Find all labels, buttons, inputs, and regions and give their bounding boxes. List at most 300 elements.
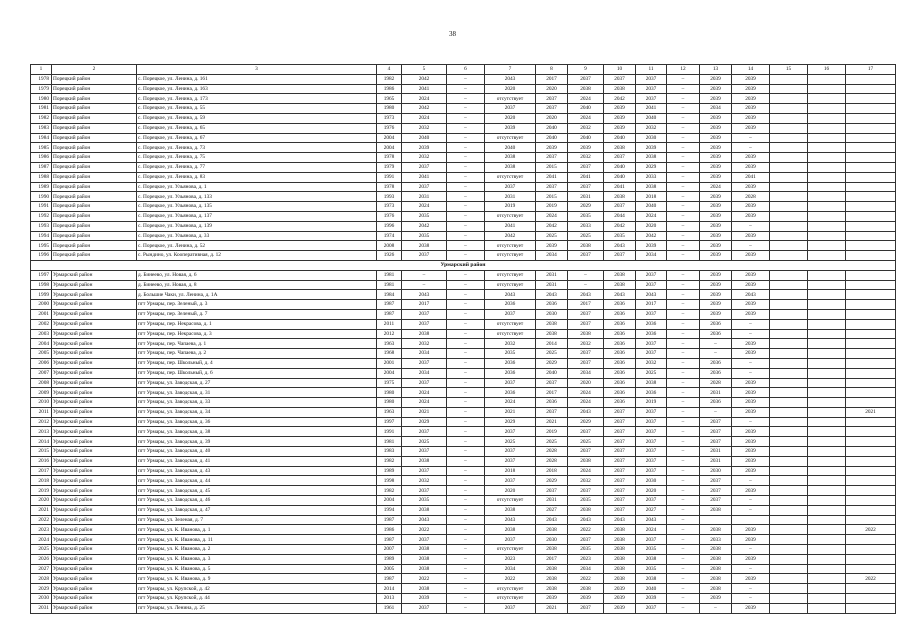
table-cell: 1987	[377, 300, 402, 310]
table-cell: –	[667, 368, 700, 378]
table-cell: 2039	[732, 104, 770, 114]
table-cell: 2020	[536, 84, 568, 94]
table-cell: 2036	[700, 368, 732, 378]
table-cell: 2038	[536, 564, 568, 574]
table-cell: –	[700, 407, 732, 417]
table-cell: пгт Урмары, ул. Заводская, д. 47	[137, 505, 377, 515]
section-title: Урмарский район	[31, 260, 896, 270]
table-cell: 2041	[402, 172, 447, 182]
table-cell: 2039	[732, 202, 770, 212]
table-cell	[770, 339, 808, 349]
table-cell	[808, 378, 846, 388]
table-cell: пгт Урмары, ул. К. Иванова, д. 1	[137, 525, 377, 535]
table-cell: отсутствует	[485, 241, 536, 251]
table-cell: –	[447, 231, 485, 241]
table-row	[31, 300, 896, 310]
table-cell: 2040	[536, 368, 568, 378]
table-cell: пгт Урмары, ул. Заводская, д. 43	[137, 466, 377, 476]
table-cell: 2028	[536, 447, 568, 457]
table-cell: 2038	[402, 584, 447, 594]
table-cell: пгт Урмары, ул. Крупской, д. 44	[137, 594, 377, 604]
table-cell: 2035	[604, 231, 636, 241]
table-cell: 2021	[846, 407, 896, 417]
table-cell: пгт Урмары, ул. Зеленая, д. 7	[137, 515, 377, 525]
table-cell: 1996	[31, 251, 52, 261]
table-row	[31, 221, 896, 231]
table-cell: с. Порецкое, ул. Ленина, д. 83	[137, 172, 377, 182]
table-cell: 2038	[485, 162, 536, 172]
table-cell: 2043	[485, 290, 536, 300]
table-cell: 2039	[604, 584, 636, 594]
table-cell	[846, 290, 896, 300]
table-cell: Урмарский район	[52, 368, 137, 378]
table-cell: 2039	[568, 143, 604, 153]
table-row	[31, 74, 896, 84]
table-cell: с. Рындино, ул. Кооперативная, д. 12	[137, 251, 377, 261]
table-cell	[846, 104, 896, 114]
table-cell: 2036	[636, 329, 667, 339]
table-cell: –	[732, 358, 770, 368]
table-cell	[808, 574, 846, 584]
table-cell: –	[700, 349, 732, 359]
table-cell: 2037	[636, 84, 667, 94]
table-cell: 2036	[485, 368, 536, 378]
table-cell: 2031	[485, 192, 536, 202]
table-cell: –	[732, 368, 770, 378]
table-cell	[808, 172, 846, 182]
table-cell: 2042	[402, 104, 447, 114]
table-cell: 2037	[636, 349, 667, 359]
table-cell: 1981	[377, 280, 402, 290]
table-cell: 1995	[31, 241, 52, 251]
table-row	[31, 525, 896, 535]
table-cell: –	[447, 594, 485, 604]
column-number-10: 10	[604, 65, 636, 75]
table-cell: 2043	[604, 515, 636, 525]
table-row	[31, 535, 896, 545]
table-cell: 2035	[402, 211, 447, 221]
table-cell: –	[447, 476, 485, 486]
table-row	[31, 143, 896, 153]
table-cell: –	[667, 319, 700, 329]
table-cell: 2037	[568, 251, 604, 261]
table-cell	[846, 192, 896, 202]
table-cell: 2038	[700, 505, 732, 515]
table-cell: –	[667, 358, 700, 368]
table-cell: 2021	[402, 407, 447, 417]
table-cell: –	[667, 251, 700, 261]
table-cell: 2037	[536, 153, 568, 163]
table-cell: 2037	[402, 358, 447, 368]
table-cell: 2038	[568, 84, 604, 94]
table-cell	[846, 378, 896, 388]
table-cell: 2011	[31, 407, 52, 417]
table-cell: Урмарский район	[52, 290, 137, 300]
table-cell: –	[667, 349, 700, 359]
table-cell	[770, 603, 808, 613]
table-cell: 2038	[536, 525, 568, 535]
table-cell: 2037	[636, 603, 667, 613]
table-cell: 1979	[31, 84, 52, 94]
table-cell: 2039	[732, 270, 770, 280]
table-row	[31, 153, 896, 163]
table-cell: отсутствует	[485, 545, 536, 555]
table-cell: –	[447, 113, 485, 123]
table-cell: 2028	[536, 456, 568, 466]
table-cell: 1983	[31, 123, 52, 133]
table-cell	[846, 94, 896, 104]
table-cell: Порецкий район	[52, 143, 137, 153]
table-cell: Порецкий район	[52, 231, 137, 241]
table-row	[31, 280, 896, 290]
table-cell: с. Порецкое, ул. Ульянова, д. 137	[137, 211, 377, 221]
table-cell	[770, 525, 808, 535]
table-cell: 2037	[568, 427, 604, 437]
table-cell: Урмарский район	[52, 309, 137, 319]
table-cell: 2025	[402, 437, 447, 447]
table-cell: 2039	[732, 603, 770, 613]
table-cell: –	[447, 270, 485, 280]
table-cell	[770, 182, 808, 192]
table-cell	[846, 358, 896, 368]
table-cell: 2029	[31, 584, 52, 594]
table-cell: 2024	[536, 211, 568, 221]
table-cell: 2043	[536, 515, 568, 525]
table-cell: –	[732, 241, 770, 251]
table-cell: 2025	[536, 231, 568, 241]
table-row	[31, 447, 896, 457]
table-cell	[770, 143, 808, 153]
table-cell: 2040	[536, 133, 568, 143]
table-cell: 1981	[377, 437, 402, 447]
table-cell: –	[447, 554, 485, 564]
table-cell	[770, 466, 808, 476]
table-cell	[846, 584, 896, 594]
table-cell: 2039	[732, 74, 770, 84]
table-cell: –	[447, 486, 485, 496]
table-cell: с. Порецкое, ул. Ленина, д. 65	[137, 123, 377, 133]
table-cell: 2039	[700, 241, 732, 251]
table-cell: пгт Урмары, ул. Заводская, д. 40	[137, 447, 377, 457]
table-cell: 2037	[536, 104, 568, 114]
table-cell: 2041	[536, 172, 568, 182]
column-number-6: 6	[447, 65, 485, 75]
table-cell	[808, 74, 846, 84]
table-cell: –	[667, 270, 700, 280]
table-cell: 2004	[377, 133, 402, 143]
table-cell: –	[568, 270, 604, 280]
table-cell: –	[667, 221, 700, 231]
table-cell: 2040	[536, 123, 568, 133]
table-cell: 2014	[31, 437, 52, 447]
table-cell: 2024	[568, 466, 604, 476]
table-cell: 2019	[536, 202, 568, 212]
table-cell	[770, 358, 808, 368]
table-cell: Урмарский район	[52, 437, 137, 447]
table-cell: 2008	[31, 378, 52, 388]
table-cell: 2039	[700, 133, 732, 143]
table-cell	[808, 182, 846, 192]
table-cell: –	[447, 94, 485, 104]
table-cell: 1973	[377, 113, 402, 123]
table-cell	[770, 476, 808, 486]
table-cell: 2039	[700, 153, 732, 163]
table-cell: 2038	[604, 84, 636, 94]
table-cell: –	[667, 584, 700, 594]
table-cell: пгт Урмары, пер. Некрасова, д. 3	[137, 329, 377, 339]
table-cell: Порецкий район	[52, 241, 137, 251]
table-cell: 1991	[377, 427, 402, 437]
table-cell: 2008	[377, 241, 402, 251]
table-cell: 2036	[604, 368, 636, 378]
table-cell: 1994	[31, 231, 52, 241]
table-cell: 2018	[485, 466, 536, 476]
table-cell	[846, 515, 896, 525]
table-cell	[808, 554, 846, 564]
table-cell	[770, 378, 808, 388]
table-cell	[808, 496, 846, 506]
table-cell: пгт Урмары, ул. Заводская, д. 46	[137, 496, 377, 506]
table-cell: 2022	[31, 515, 52, 525]
table-cell: –	[667, 241, 700, 251]
table-cell	[846, 447, 896, 457]
table-cell: 1963	[377, 339, 402, 349]
table-row	[31, 368, 896, 378]
table-cell: Урмарский район	[52, 456, 137, 466]
table-cell: 2039	[732, 388, 770, 398]
table-cell: 2038	[536, 329, 568, 339]
table-cell	[770, 162, 808, 172]
table-cell: 2039	[732, 574, 770, 584]
table-cell: 2017	[536, 554, 568, 564]
table-cell: 2024	[402, 113, 447, 123]
column-number-row	[31, 65, 896, 75]
column-number-11: 11	[636, 65, 667, 75]
table-cell: 2039	[700, 202, 732, 212]
table-cell: д. Бинеево, ул. Новая, д. 6	[137, 270, 377, 280]
table-cell: 2039	[732, 378, 770, 388]
table-cell	[770, 251, 808, 261]
table-cell: –	[732, 319, 770, 329]
table-cell	[808, 104, 846, 114]
table-cell	[808, 535, 846, 545]
table-cell: с. Порецкое, ул. Ульянова, д. 133	[137, 192, 377, 202]
table-cell: 1991	[377, 172, 402, 182]
table-cell: 2015	[536, 162, 568, 172]
table-cell: 2037	[485, 104, 536, 114]
table-cell: 2037	[700, 427, 732, 437]
table-cell: 2043	[402, 290, 447, 300]
table-row	[31, 94, 896, 104]
table-cell: 2032	[568, 153, 604, 163]
table-cell: Урмарский район	[52, 535, 137, 545]
table-cell: отсутствует	[485, 94, 536, 104]
table-cell	[846, 564, 896, 574]
table-cell	[770, 486, 808, 496]
table-cell: 2038	[636, 153, 667, 163]
table-cell: 2043	[485, 74, 536, 84]
page-number: 38	[449, 30, 456, 38]
table-cell: 2038	[604, 535, 636, 545]
table-cell: 2034	[402, 368, 447, 378]
table-cell: 2038	[636, 554, 667, 564]
table-row	[31, 329, 896, 339]
table-cell: 2039	[732, 398, 770, 408]
table-cell: 2042	[604, 94, 636, 104]
table-cell	[770, 407, 808, 417]
table-cell	[808, 407, 846, 417]
table-cell: отсутствует	[485, 496, 536, 506]
table-cell: 2013	[31, 427, 52, 437]
table-cell: 2039	[732, 466, 770, 476]
table-row	[31, 231, 896, 241]
table-cell: 2036	[604, 300, 636, 310]
table-cell: –	[447, 564, 485, 574]
table-cell: с. Порецкое, ул. Ленина, д. 59	[137, 113, 377, 123]
table-cell	[808, 417, 846, 427]
table-cell: отсутствует	[485, 594, 536, 604]
table-cell: 2031	[700, 456, 732, 466]
table-cell: 2037	[402, 535, 447, 545]
table-cell: 2039	[732, 231, 770, 241]
table-cell: 2038	[700, 574, 732, 584]
table-cell: 1986	[31, 153, 52, 163]
table-cell: Порецкий район	[52, 123, 137, 133]
table-cell: 2028	[31, 574, 52, 584]
table-cell: 2022	[402, 574, 447, 584]
table-cell: 1991	[31, 202, 52, 212]
table-cell	[770, 113, 808, 123]
table-cell: 2042	[402, 74, 447, 84]
table-cell: –	[447, 368, 485, 378]
table-row	[31, 554, 896, 564]
table-cell: 2012	[31, 417, 52, 427]
table-cell: 2039	[700, 211, 732, 221]
table-cell: 2006	[31, 358, 52, 368]
column-number-14: 14	[732, 65, 770, 75]
table-cell: 2043	[636, 290, 667, 300]
table-cell: 1990	[31, 192, 52, 202]
table-cell: с. Порецкое, ул. Ленина, д. 161	[137, 74, 377, 84]
table-cell: 2037	[604, 74, 636, 84]
table-cell: 2043	[568, 290, 604, 300]
table-cell: 2015	[536, 192, 568, 202]
table-cell: 2038	[536, 319, 568, 329]
table-cell: 2037	[402, 427, 447, 437]
table-row	[31, 398, 896, 408]
table-cell: 2022	[846, 525, 896, 535]
table-cell: 2039	[732, 251, 770, 261]
table-cell	[808, 358, 846, 368]
table-cell: –	[732, 329, 770, 339]
table-cell	[808, 466, 846, 476]
table-cell	[846, 329, 896, 339]
table-cell: –	[447, 143, 485, 153]
table-cell: 2032	[402, 123, 447, 133]
table-cell: 2025	[536, 437, 568, 447]
table-cell: 2034	[568, 564, 604, 574]
table-cell	[808, 300, 846, 310]
table-cell: 2029	[568, 417, 604, 427]
table-cell: 2037	[568, 603, 604, 613]
table-row	[31, 407, 896, 417]
table-cell	[770, 417, 808, 427]
table-body	[31, 74, 896, 613]
table-cell	[846, 309, 896, 319]
table-cell: 2036	[604, 319, 636, 329]
table-cell: 2037	[700, 476, 732, 486]
table-cell: с. Порецкое, ул. Ленина, д. 75	[137, 153, 377, 163]
table-cell: 2037	[636, 94, 667, 104]
table-cell: 2037	[402, 182, 447, 192]
table-cell: 2019	[485, 202, 536, 212]
table-cell: –	[447, 162, 485, 172]
table-cell: 2037	[402, 309, 447, 319]
table-cell: 2039	[732, 182, 770, 192]
table-cell: 2005	[377, 564, 402, 574]
table-cell: 2039	[732, 349, 770, 359]
table-cell	[770, 594, 808, 604]
table-cell: пгт Урмары, ул. Заводская, д. 38	[137, 427, 377, 437]
table-cell: 2018	[636, 192, 667, 202]
table-cell: отсутствует	[485, 584, 536, 594]
table-cell	[808, 94, 846, 104]
table-cell: 2030	[636, 133, 667, 143]
table-cell: 2039	[636, 594, 667, 604]
table-cell	[808, 221, 846, 231]
table-cell: 2039	[700, 309, 732, 319]
table-cell: Порецкий район	[52, 153, 137, 163]
table-cell: –	[667, 427, 700, 437]
table-cell: 2003	[31, 329, 52, 339]
table-cell: –	[700, 603, 732, 613]
table-cell: 2037	[402, 251, 447, 261]
table-row	[31, 437, 896, 447]
table-row	[31, 182, 896, 192]
table-cell: 2039	[636, 241, 667, 251]
table-cell: пгт Урмары, ул. К. Иванова, д. 2	[137, 545, 377, 555]
table-cell: 1980	[377, 398, 402, 408]
table-cell: –	[667, 535, 700, 545]
table-cell: –	[402, 270, 447, 280]
table-cell: 2024	[568, 388, 604, 398]
table-cell	[770, 172, 808, 182]
table-cell: –	[732, 133, 770, 143]
table-cell: 1993	[31, 221, 52, 231]
table-row	[31, 378, 896, 388]
table-cell: –	[667, 466, 700, 476]
table-cell: 1996	[377, 221, 402, 231]
table-cell: 2038	[402, 456, 447, 466]
table-cell	[846, 427, 896, 437]
table-cell: –	[447, 241, 485, 251]
table-row	[31, 211, 896, 221]
table-cell	[770, 574, 808, 584]
table-cell: 2034	[402, 349, 447, 359]
table-cell: 2034	[485, 564, 536, 574]
table-cell	[808, 427, 846, 437]
table-cell: 2038	[402, 554, 447, 564]
table-cell: 2024	[31, 535, 52, 545]
table-cell: 2040	[636, 584, 667, 594]
table-cell: 2031	[536, 280, 568, 290]
table-cell: 2040	[568, 133, 604, 143]
table-cell: 2039	[732, 437, 770, 447]
table-cell: –	[667, 280, 700, 290]
table-cell: 2039	[732, 525, 770, 535]
table-cell	[808, 564, 846, 574]
table-cell	[846, 211, 896, 221]
